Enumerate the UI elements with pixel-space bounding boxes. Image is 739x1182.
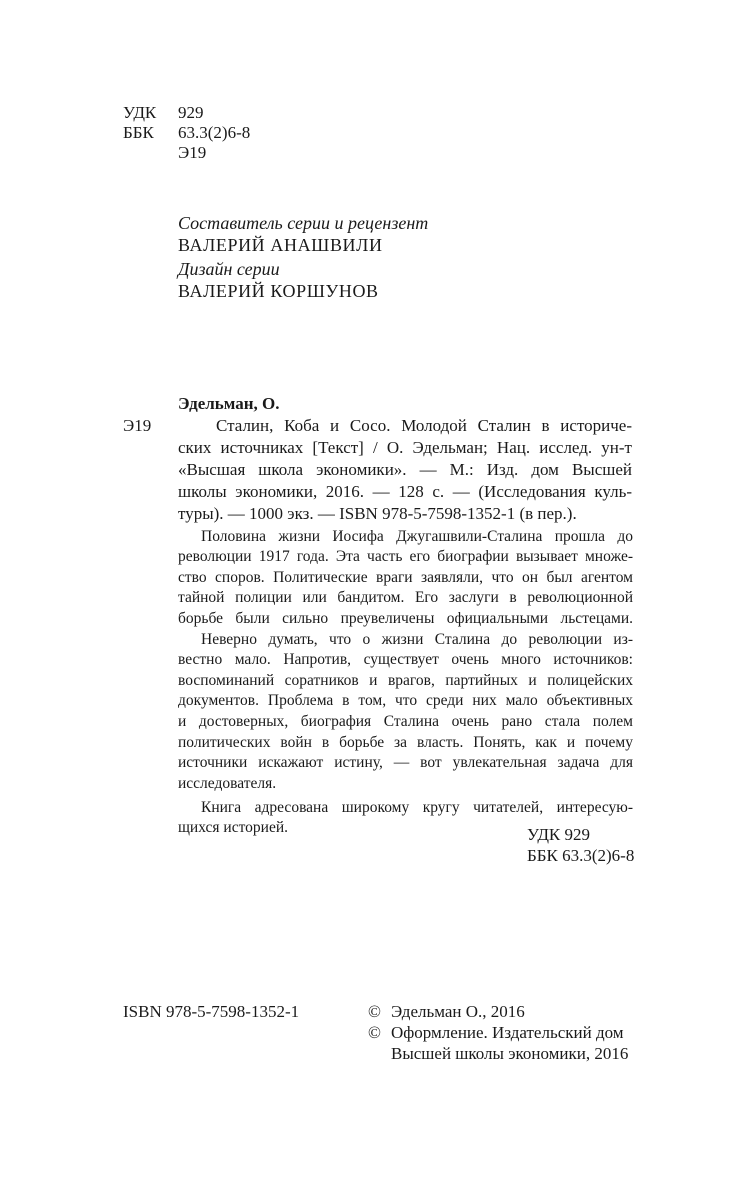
copyright-design-line-2: Высшей школы экономики, 2016 (391, 1044, 629, 1063)
bbk-value: 63.3(2)6-8 (178, 123, 251, 142)
udk-label: УДК (123, 103, 157, 122)
ann-p1-line-5: борьбе были сильно преувеличены официальными льстецами. (178, 610, 633, 627)
udk-value: 929 (178, 103, 204, 122)
bbk-row (123, 123, 250, 143)
udk-row (123, 103, 204, 123)
ann-p1-line-4: тайной полиции или бандитом. Его заслуги в революционной (178, 589, 633, 606)
bib-line-5: туры). — 1000 экз. — ISBN 978-5-7598-1352-1 (в пер.). (178, 504, 577, 523)
series-role: Составитель серии и рецензент (178, 213, 429, 233)
isbn: ISBN 978-5-7598-1352-1 (123, 1002, 300, 1021)
bib-line-1: Сталин, Коба и Сосо. Молодой Сталин в историче- (216, 416, 632, 435)
design-role: Дизайн серии (178, 259, 280, 279)
ann-p1-line-1: Половина жизни Иосифа Джугашвили-Сталина прошла до (201, 528, 633, 545)
series-editor-name: ВАЛЕРИЙ АНАШВИЛИ (178, 235, 383, 255)
bottom-bbk: ББК 63.3(2)6-8 (527, 846, 635, 865)
copyright-author-symbol: © (368, 1002, 381, 1021)
author-mark: Э19 (178, 143, 207, 162)
bib-line-3: «Высшая школа экономики». — М.: Изд. дом Высшей (178, 460, 632, 479)
ann-p1-line-3: ство споров. Политические враги заявляли, что он был агентом (178, 569, 633, 586)
ann-p2-line-1: Неверно думать, что о жизни Сталина до революции из- (201, 631, 633, 648)
bib-line-4: школы экономики, 2016. — 128 с. — (Исследования куль- (178, 482, 632, 501)
designer-name: ВАЛЕРИЙ КОРШУНОВ (178, 281, 379, 301)
bib-author: Эдельман, О. (178, 394, 280, 413)
author-mark-row (123, 143, 206, 163)
ann-p3-line-2: щихся историей. (178, 819, 289, 836)
ann-p2-line-7: источники искажают истину, — вот увлекательная задача для (178, 754, 633, 771)
ann-p2-line-2: вестно мало. Напротив, существует очень много источников: (178, 651, 633, 668)
bottom-udk: УДК 929 (527, 825, 591, 844)
ann-p2-line-4: документов. Проблема в том, что среди них мало объективных (178, 692, 633, 709)
ann-p2-line-3: воспоминаний соратников и врагов, партийных и полицейских (178, 672, 633, 689)
bib-line-2: ских источниках [Текст] / О. Эдельман; Нац. исслед. ун-т (178, 438, 632, 457)
ann-p2-line-5: и достоверных, биография Сталина очень рано стала полем (178, 713, 633, 730)
copyright-design-symbol: © (368, 1023, 381, 1042)
bbk-label: ББК (123, 123, 154, 142)
copyright-author: Эдельман О., 2016 (391, 1002, 525, 1021)
copyright-design-line-1: Оформление. Издательский дом (391, 1023, 624, 1042)
ann-p2-line-8: исследователя. (178, 775, 277, 792)
ann-p2-line-6: политических войн в борьбе за власть. Понять, как и почему (178, 734, 633, 751)
ann-p3-line-1: Книга адресована широкому кругу читателей, интересую- (201, 799, 633, 816)
ann-p1-line-2: революции 1917 года. Эта часть его биографии вызывает множе- (178, 548, 633, 565)
bib-mark: Э19 (123, 416, 152, 435)
